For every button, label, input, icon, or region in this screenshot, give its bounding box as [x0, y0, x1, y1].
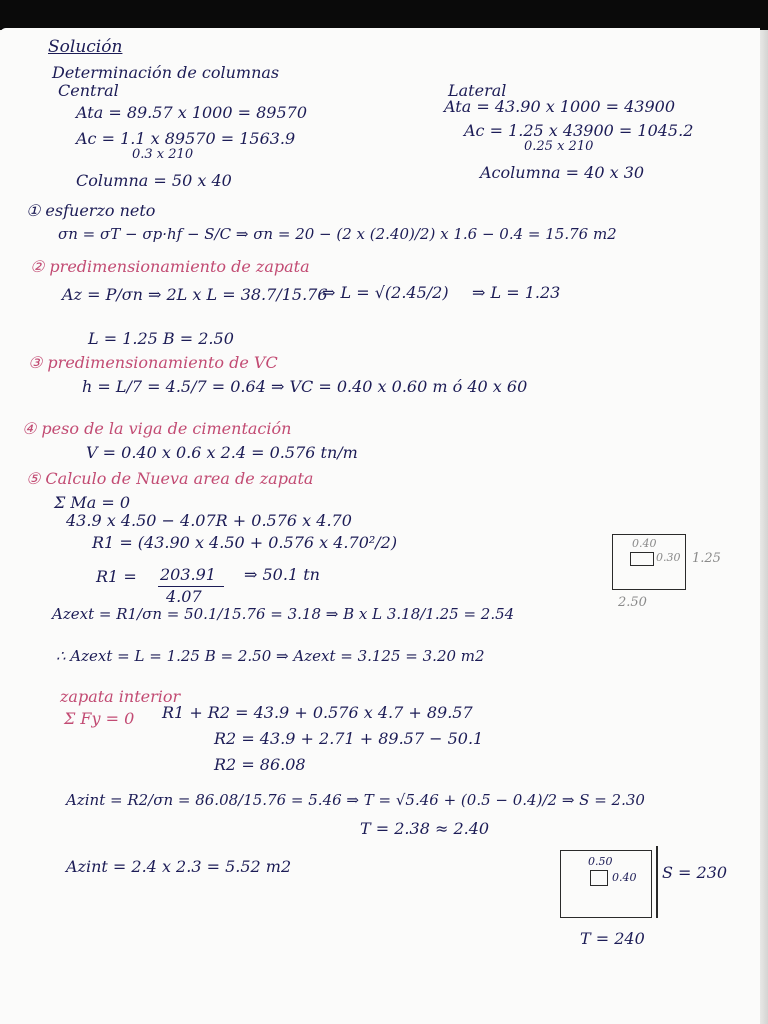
section-6-eq-1: R1 + R2 = 43.9 + 0.576 x 4.7 + 89.57: [162, 703, 473, 722]
section-6-eq-6: Azint = 2.4 x 2.3 = 5.52 m2: [66, 857, 292, 876]
section-2-eq-a: Az = P/σn: [62, 285, 143, 304]
section-5-r1-result: ⇒ 50.1 tn: [244, 565, 320, 584]
lateral-line-3: 0.25 x 210: [524, 139, 594, 154]
section-4-equation: V = 0.40 x 0.6 x 2.4 = 0.576 tn/m: [86, 443, 358, 462]
section-5-r1-num: 203.91: [160, 565, 216, 584]
interior-sketch-dim-line: [656, 846, 658, 918]
interior-column-square: [590, 870, 608, 886]
section-5-sum: Σ Ma = 0: [54, 493, 131, 512]
section-1-title: ① esfuerzo neto: [26, 201, 156, 220]
section-5-r1-den: 4.07: [166, 587, 202, 606]
exterior-sketch-top: 0.40: [632, 537, 657, 550]
section-5-eq-2: R1 = (43.90 x 4.50 + 0.576 x 4.70²/2): [92, 533, 398, 552]
section-2-eq-d: ⇒ L = 1.23: [472, 283, 561, 302]
section-5-area-2: ∴ Azext = L = 1.25 B = 2.50 ⇒ Azext = 3.125 = 3.20 m2: [56, 647, 485, 665]
interior-sketch-bottom: T = 240: [580, 929, 645, 948]
section-2-dims: L = 1.25 B = 2.50: [88, 329, 234, 348]
subtitle: Determinación de columnas: [52, 63, 280, 82]
interior-sketch-inner: 0.40: [612, 871, 637, 884]
exterior-sketch-right: 1.25: [692, 551, 721, 566]
lateral-label: Lateral: [448, 81, 507, 100]
section-5-area-1: Azext = R1/σn = 50.1/15.76 = 3.18 ⇒ B x L 3.18/1.25 = 2.54: [52, 605, 515, 623]
lateral-line-1: Ata = 43.90 x 1000 = 43900: [444, 97, 676, 116]
section-5-r1-label: R1 =: [96, 567, 137, 586]
central-line-1: Ata = 89.57 x 1000 = 89570: [76, 103, 308, 122]
interior-sketch-right: S = 230: [662, 863, 728, 882]
top-dark-band: [0, 0, 768, 30]
exterior-sketch-inner: 0.30: [656, 551, 681, 564]
section-1-equation: σn = σT − σp·hf − S/C ⇒ σn = 20 − (2 x (2.40)/2) x 1.6 − 0.4 = 15.76 m2: [58, 225, 617, 243]
section-5-eq-1: 43.9 x 4.50 − 4.07R + 0.576 x 4.70: [66, 511, 352, 530]
section-6-eq-5: T = 2.38 ≈ 2.40: [360, 819, 490, 838]
lateral-line-2: Ac = 1.25 x 43900 = 1045.2: [464, 121, 694, 140]
section-4-title: ④ peso de la viga de cimentación: [22, 419, 292, 438]
solution-title: Solución: [48, 37, 123, 57]
lateral-line-4: Acolumna = 40 x 30: [480, 163, 645, 182]
interior-sketch-top: 0.50: [588, 855, 613, 868]
central-label: Central: [58, 81, 119, 100]
section-2-eq-c: ⇒ L = √(2.45/2): [322, 283, 449, 302]
section-2-title: ② predimensionamiento de zapata: [30, 257, 310, 276]
section-6-eq-2: R2 = 43.9 + 2.71 + 89.57 − 50.1: [214, 729, 484, 748]
exterior-column-square: [630, 552, 654, 566]
section-6-eq-4: Azint = R2/σn = 86.08/15.76 = 5.46 ⇒ T = √5.46 + (0.5 − 0.4)/2 ⇒ S = 2.30: [66, 791, 645, 809]
section-6-title: zapata interior: [60, 687, 181, 706]
section-6-eq-3: R2 = 86.08: [214, 755, 306, 774]
central-line-2: Ac = 1.1 x 89570 = 1563.9: [76, 129, 296, 148]
central-line-4: Columna = 50 x 40: [76, 171, 232, 190]
exterior-sketch-bottom: 2.50: [618, 595, 647, 610]
section-2-eq-b: ⇒ 2L x L = 38.7/15.76: [148, 285, 328, 304]
central-line-3: 0.3 x 210: [132, 147, 194, 162]
section-3-title: ③ predimensionamiento de VC: [28, 353, 278, 372]
section-5-title: ⑤ Calculo de Nueva area de zapata: [26, 469, 314, 488]
section-3-equation: h = L/7 = 4.5/7 = 0.64 ⇒ VC = 0.40 x 0.60 m ó 40 x 60: [82, 377, 528, 396]
page-edge: [760, 30, 768, 1024]
section-6-sum: Σ Fy = 0: [64, 709, 135, 728]
